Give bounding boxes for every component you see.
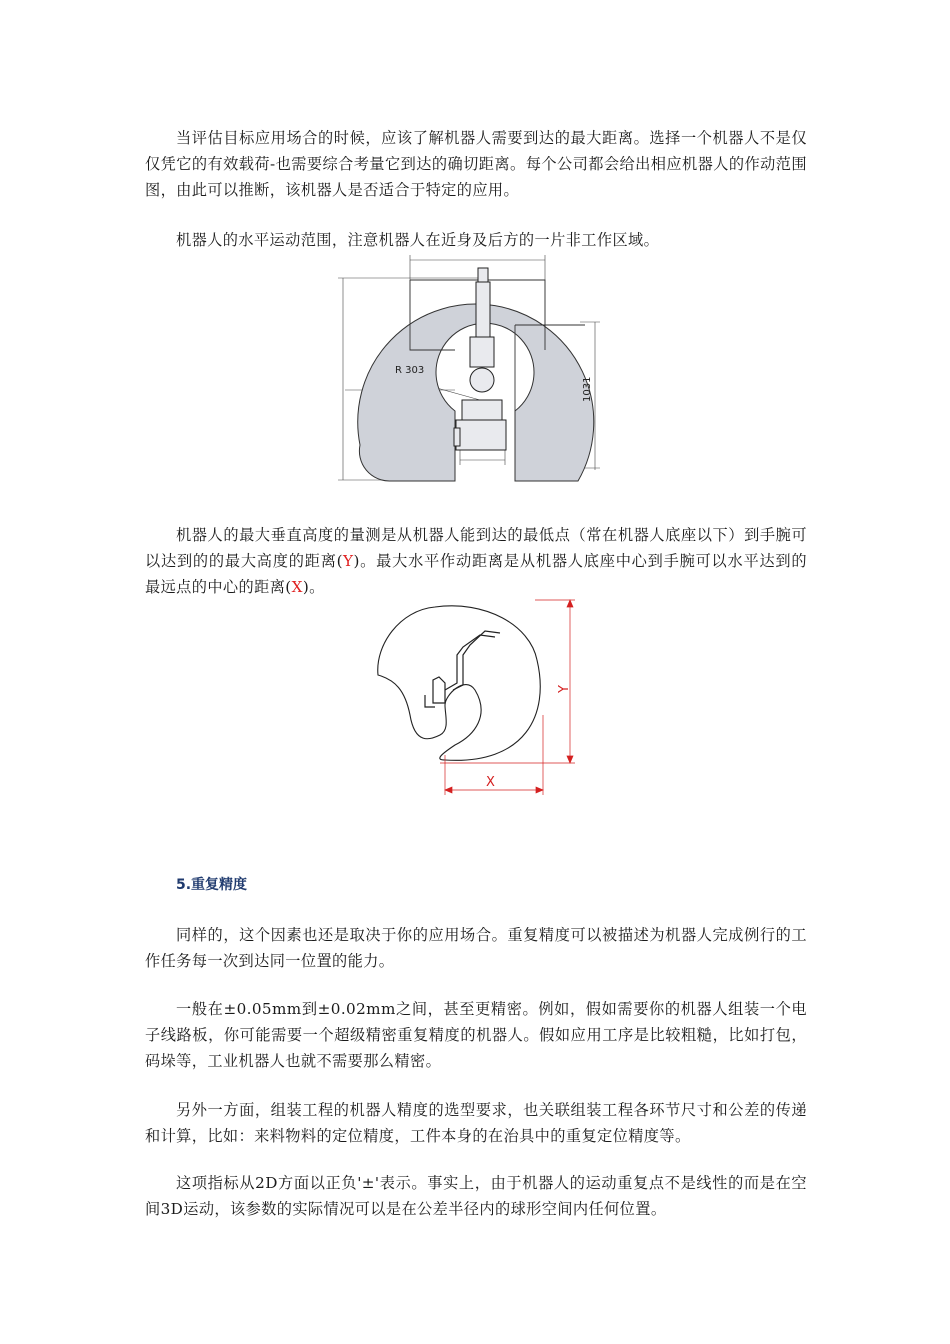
y-reference: Y xyxy=(343,552,354,570)
repeatability-paragraph: 同样的，这个因素也还是取决于你的应用场合。重复精度可以被描述为机器人完成例行的工作任务每一次到达同一位置的能力。 xyxy=(145,926,807,970)
section-heading: 5.重复精度 xyxy=(176,877,248,893)
horizontal-range-caption: 机器人的水平运动范围，注意机器人在近身及后方的一片非工作区域。 xyxy=(176,231,660,249)
spatial-repeatability-paragraph: 这项指标从2D方面以正负'±'表示。事实上，由于机器人的运动重复点不是线性的而是在空间3D运动，该参数的实际情况可以是在公差半径内的球形空间内任何位置。 xyxy=(145,1174,807,1218)
dimension-label: 1031 xyxy=(582,376,593,402)
x-reference: X xyxy=(291,578,303,596)
tolerance-paragraph: 另外一方面，组装工程的机器人精度的选型要求，也关联组装工程各环节尺寸和公差的传递和计算，比如：来料物料的定位精度，工件本身的在治具中的重复定位精度等。 xyxy=(145,1101,807,1145)
vertical-range-paragraph: 机器人的最大垂直高度的量测是从机器人能到达的最低点（常在机器人底座以下）到手腕可以达到的的最大高度的距离(Y)。最大水平作动距离是从机器人底座中心到手腕可以水平达到的最远点的中心的距离(X)。 xyxy=(145,526,807,596)
radius-label: R 303 xyxy=(395,365,425,376)
reach-envelope-shape xyxy=(378,606,540,761)
x-dimension-label: X xyxy=(486,775,495,790)
intro-paragraph: 当评估目标应用场合的时候，应该了解机器人需要到达的最大距离。选择一个机器人不是仅仅凭它的有效载荷-也需要综合考量它到达的确切距离。每个公司都会给出相应机器人的作动范围图，由此可以推断，该机器人是否适合于特定的应用。 xyxy=(145,129,807,199)
vertical-range-diagram xyxy=(365,595,585,800)
precision-range-paragraph: 一般在±0.05mm到±0.02mm之间，甚至更精密。例如，假如需要你的机器人组装一个电子线路板，你可能需要一个超级精密重复精度的机器人。假如应用工序是比较粗糙，比如打包，码垛等，工业机器人也就不需要那么精密。 xyxy=(145,1000,807,1070)
y-dimension-label: Y xyxy=(557,685,572,693)
horizontal-range-diagram xyxy=(330,250,610,495)
robot-icon xyxy=(454,268,506,450)
